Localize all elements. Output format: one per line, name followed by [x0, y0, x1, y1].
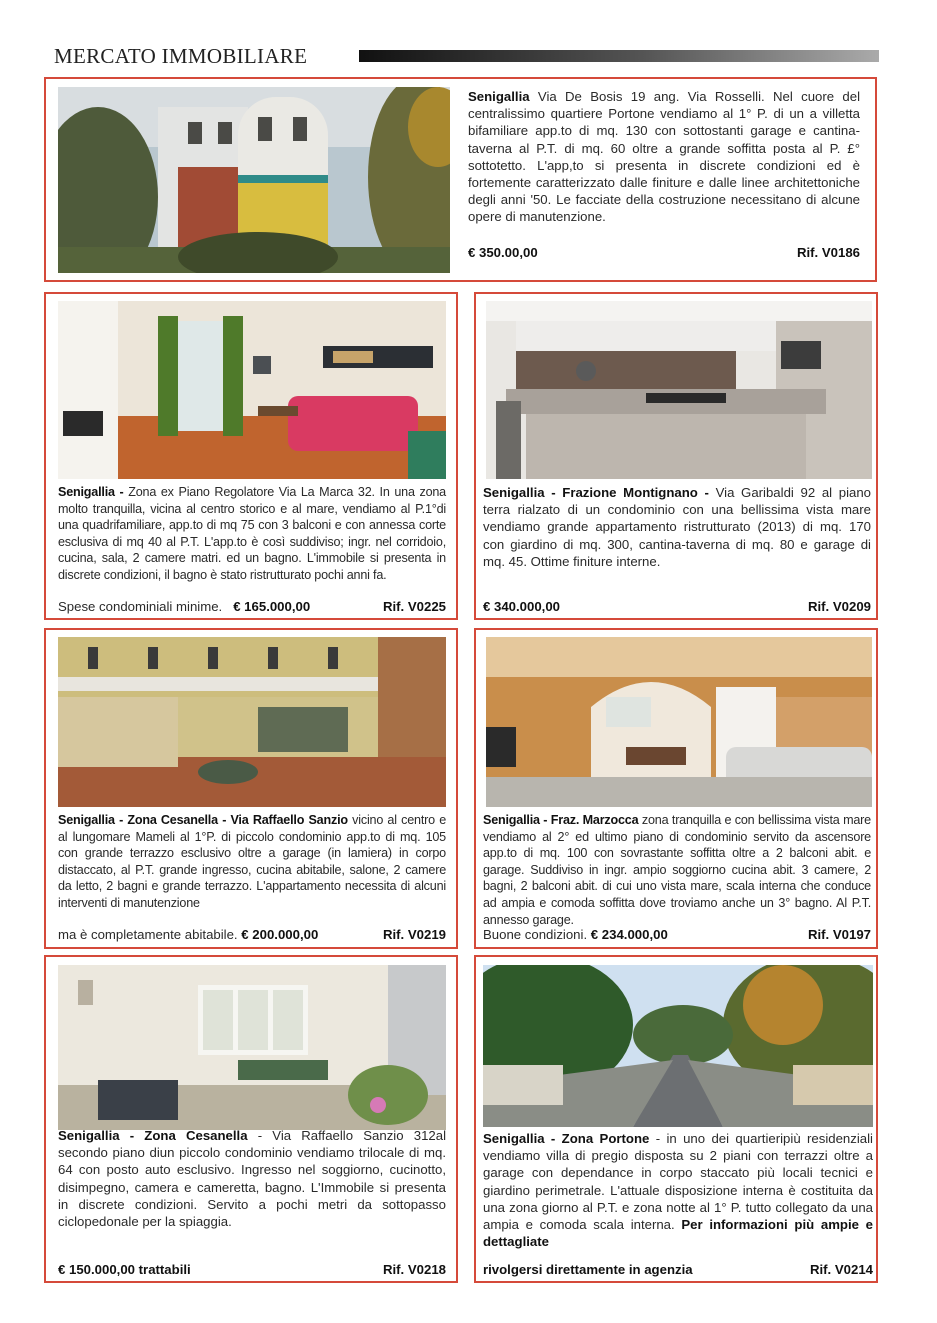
listing-ref: Rif. V0209	[807, 599, 871, 614]
listing-price: € 150.000,00 trattabili	[58, 1262, 191, 1277]
listing-photo-street	[483, 965, 873, 1127]
listing-ref: Rif. V0186	[796, 245, 860, 260]
listing-text: - Via Raffaello Sanzio 312al secondo piano diun piccolo condominio vendiamo trilocale di mq. 64 con posto auto esclusivo. Ingresso nel soggiorno, cucinotto, disimpegno, camera e cameretta, bagno. L'Immobile si presenta in discrete condizioni. Servito a pochi metri da sottopasso ciclopedonale per la spiaggia.	[58, 1128, 446, 1230]
listing-text: Via De Bosis 19 ang. Via Rosselli. Nel cuore del centralissimo quartiere Portone vendiamo al 1° P. di un a villetta bifamiliare app.to di mq. 130 con sottostanti garage e cantina-taverna al P.T. di mq. 60 oltre a grande soffitta posta al P. £° sottotetto. L'app,to si presenta in discrete condizioni ed è fortemente caratterizzato dalle finiture e dalle linee architettoniche degli anni '50. Le facciate della costruzione necessitano di alcune opere di manutenzione.	[468, 89, 860, 225]
listing-ref: Rif. V0225	[382, 599, 446, 614]
listing-price-row	[483, 599, 871, 614]
listing-price-row	[483, 1262, 873, 1277]
listing-photo-open-space	[486, 637, 872, 807]
listing-card-v0214[interactable]	[474, 955, 878, 1283]
listing-price-row	[58, 1262, 446, 1277]
page-title: MERCATO IMMOBILIARE	[54, 44, 308, 68]
listing-description	[58, 812, 446, 912]
listing-card-v0219[interactable]	[44, 628, 458, 949]
listing-price-row	[468, 245, 860, 260]
listing-ref: Rif. V0219	[382, 927, 446, 942]
listing-photo-kitchen	[486, 301, 872, 479]
listing-contact: rivolgersi direttamente in agenzia	[483, 1262, 693, 1277]
listing-price-note: ma è completamente abitabile.	[58, 927, 238, 942]
header-gradient-bar	[359, 50, 879, 62]
listing-photo-office-room	[58, 965, 446, 1130]
listing-description	[58, 484, 446, 584]
listing-location: Senigallia - Fraz. Marzocca	[483, 813, 639, 827]
listing-description	[483, 484, 871, 570]
listing-photo-living-room	[58, 301, 446, 479]
listing-location: Senigallia - Zona Cesanella - Via Raffaello Sanzio	[58, 813, 348, 827]
listing-card-v0225[interactable]	[44, 292, 458, 620]
listing-price: € 165.000,00	[233, 599, 311, 614]
listing-price-row	[58, 927, 446, 942]
listing-text: vicino al centro e al lungomare Mameli al 1°P. di piccolo condominio app.to di mq. 105 con grande terrazzo esclusivo oltre a garage (in lamiera) in corpo distaccato, al P.T. grande ingresso, cucina abitabile, salone, 2 camere da letto, 2 bagni e grande terrazzo. L'appartamento necessita di alcuni interventi di manutenzione	[58, 813, 446, 910]
listing-price: € 340.000,00	[483, 599, 561, 614]
listing-card-v0186[interactable]	[44, 77, 877, 282]
listing-description	[468, 88, 860, 226]
listing-location: Senigallia - Frazione Montignano -	[483, 485, 709, 500]
listing-card-v0209[interactable]	[474, 292, 878, 620]
listing-location: Senigallia - Zona Cesanella	[58, 1128, 248, 1143]
listing-price-row	[58, 599, 446, 614]
listing-text: zona tranquilla e con bellissima vista mare vendiamo al 2° ed ultimo piano di condominio servito da ascensore app.to di mq. 100 con sovrastante soffitta oltre a 2 balconi abit. e garage. Suddiviso in ingr. ampio soggiorno cucina abit. 3 camere, 2 bagni, 2 balconi abit. di cui uno vista mare, scala interna che conduce ad ampia e comoda soffitta dove troviamo anche un 3° bagno. Al P.T. annesso garage.	[483, 813, 871, 927]
listing-location: Senigallia - Zona Portone	[483, 1131, 650, 1146]
listing-price: € 200.000,00	[241, 927, 319, 942]
listing-location: Senigallia	[468, 89, 530, 104]
listing-ref: Rif. V0218	[382, 1262, 446, 1277]
listing-photo-villa	[58, 87, 450, 273]
listing-contact-note: Per informazioni più ampie e dettagliate	[483, 1217, 873, 1250]
listing-text: Zona ex Piano Regolatore Via La Marca 32. In una zona molto tranquilla, vicina al centro storico e al mare, vendiamo al P.1°di una quadrifamiliare, app.to di mq 75 con 3 balconi e con annessa corte esclusiva di mq 40 al P.T. L'app.to è così suddiviso; ingr. nel corridoio, cucina, sala, 2 camere matri. ed un bagno. L'immobile si presenta in discrete condizioni, il bagno è stato ristrutturato pochi anni fa.	[58, 485, 446, 582]
listing-price-row	[483, 927, 871, 942]
listing-description	[58, 1127, 446, 1230]
listing-price: € 350.00,00	[468, 245, 538, 260]
listing-description	[483, 1130, 873, 1250]
listing-text: - in uno dei quartieripiù residenziali vendiamo villa di pregio disposta su 2 piani con terrazzi oltre a garage con dependance in corpo staccato più locali tecnici e giardino perimetrale. L'attuale disposizione interna è costituita da una zona giorno al P.T. e zona notte al 1° P. tutto collegato da una ampia e comoda scala interna.	[483, 1131, 873, 1233]
page-header	[54, 44, 884, 72]
listing-ref: Rif. V0197	[807, 927, 871, 942]
listing-text: Via Garibaldi 92 al piano terra rialzato di un condominio con una bellissima vista mare vendiamo grande appartamento ristrutturato (2013) di mq. 170 con giardino di mq. 300, cantina-taverna di mq. 80 e garage di mq. 45. Ottime finiture interne.	[483, 485, 872, 569]
listing-photo-terrace	[58, 637, 446, 807]
listing-ref: Rif. V0214	[809, 1262, 873, 1277]
listing-location: Senigallia -	[58, 485, 124, 499]
listing-description	[483, 812, 871, 928]
listing-price-note: Buone condizioni.	[483, 927, 588, 942]
listing-price: € 234.000,00	[590, 927, 668, 942]
listing-card-v0218[interactable]	[44, 955, 458, 1283]
listing-card-v0197[interactable]	[474, 628, 878, 949]
listing-price-note: Spese condominiali minime.	[58, 599, 223, 614]
